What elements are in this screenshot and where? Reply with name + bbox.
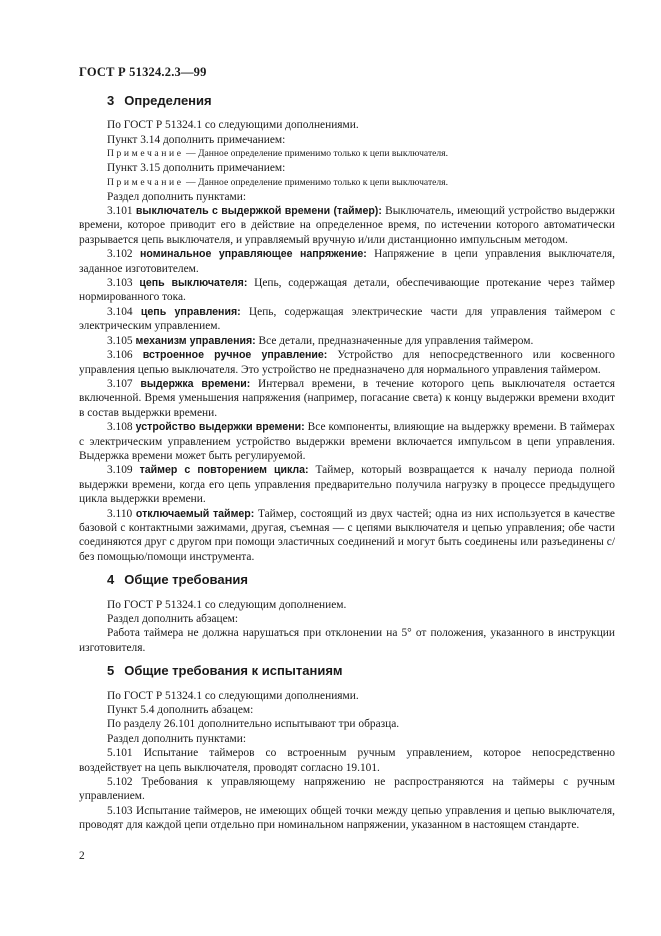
paragraph: Раздел дополнить пунктами: — [107, 732, 247, 745]
definition-text: Интервал времени, в течение которого цепь выключателя остается включенной. Время уменьшения напряжения (например, погасание света) к концу выдержки времени входит в состав выдержки времени. — [79, 377, 615, 419]
note — [79, 147, 615, 161]
section-number: 5 — [107, 663, 115, 679]
definition-item — [79, 420, 615, 463]
section-title: Общие требования — [124, 572, 248, 588]
section-number: 3 — [107, 93, 115, 108]
item-number: 3.106 — [107, 349, 133, 362]
note-label: Примечание — [107, 148, 184, 160]
definition-text: Все компоненты, влияющие на выдержку времени. В таймерах с электрическим управлением устройство выдержки времени включается импульсом в цепи управления. Выдержка времени может быть регулируемой. — [79, 421, 615, 462]
paragraph: Раздел дополнить пунктами: — [107, 190, 247, 203]
note — [79, 176, 615, 190]
definition-text: Цепь, содержащая электрические части для управления таймером с электрическим управлением. — [79, 305, 616, 333]
item-number: 3.107 — [107, 377, 133, 390]
definition-item — [79, 348, 615, 377]
definition-text: Таймер, который возвращается к началу периода полной выдержки времени, когда его цепь управления предварительно получила нагрузку в процессе предыдущего цикла выдержки времени. — [79, 464, 615, 506]
paragraph: По ГОСТ Р 51324.1 со следующими дополнениями. — [107, 119, 359, 132]
item-text: Требования к управляющему напряжению не распространяются на таймеры с ручным управлением. — [79, 776, 615, 803]
definition-term: устройство выдержки времени: — [135, 421, 305, 434]
item-number: 3.110 — [107, 507, 133, 520]
paragraph: По ГОСТ Р 51324.1 со следующим дополнением. — [107, 598, 347, 611]
paragraph: Пункт 3.14 дополнить примечанием: — [107, 133, 286, 146]
definition-text: Цепь, содержащая детали, обеспечивающие протекание через таймер нормированного тока. — [79, 277, 615, 304]
paragraph: Раздел дополнить абзацем: — [107, 613, 239, 625]
definition-term: номинальное управляющее напряжение: — [140, 248, 367, 261]
note-text: — Данное определение применимо только к цепи выключателя. — [183, 148, 448, 160]
definition-term: цепь выключателя: — [139, 277, 248, 290]
list-item — [79, 746, 615, 775]
paragraph: Пункт 3.15 дополнить примечанием: — [107, 162, 286, 175]
definition-item — [79, 305, 615, 334]
definition-text: Напряжение в цепи управления выключателя, заданное изготовителем. — [79, 248, 615, 275]
item-number: 3.109 — [107, 464, 133, 477]
definition-text: Все детали, предназначенные для управления таймером. — [255, 334, 534, 347]
item-number: 5.101 — [107, 747, 133, 760]
item-number: 5.103 — [107, 804, 133, 817]
paragraph: Работа таймера не должна нарушаться при отклонении на 5° от положения, указанного в инструкции изготовителя. — [79, 627, 615, 654]
section-number: 4 — [107, 572, 115, 588]
definition-item — [79, 276, 615, 305]
definition-item — [79, 204, 615, 247]
section-3-heading — [107, 94, 615, 108]
note-text: — Данное определение применимо только к цепи выключателя. — [183, 176, 448, 188]
document-body — [79, 94, 615, 833]
definition-term: цепь управления: — [140, 305, 241, 318]
list-item — [79, 804, 615, 833]
definition-term: таймер с повторением цикла: — [139, 464, 309, 477]
definition-term: механизм управления: — [135, 334, 256, 347]
item-text: Испытание таймеров, не имеющих общей точки между цепью управления и цепью выключателя, проводят для каждой цепи отдельно при номинальном напряжении, указанном в настоящем стандарте. — [79, 804, 615, 832]
paragraph: По ГОСТ Р 51324.1 со следующими дополнениями. — [107, 689, 359, 702]
item-number: 3.108 — [107, 421, 133, 434]
list-item — [79, 775, 615, 804]
definition-text: Устройство для непосредственного или косвенного управления цепью выключателя. Это устройство не предназначено для нормального управления таймером. — [79, 349, 615, 376]
definition-text: Выключатель, имеющий устройство выдержки времени, которое приводит его в действие на определенное время, по истечении которого автоматически разрывается цепь выключателя, и управляемый вручную и/или дистанционно импульсным методом. — [79, 205, 615, 246]
definition-item — [79, 247, 615, 276]
item-number: 3.102 — [107, 248, 133, 261]
definition-term: выключатель с выдержкой времени (таймер): — [135, 205, 382, 218]
item-number: 3.103 — [107, 277, 133, 290]
definition-item — [79, 334, 615, 348]
section-4-heading — [107, 573, 615, 587]
definition-term: отключаемый таймер: — [135, 507, 255, 520]
item-text: Испытание таймеров со встроенным ручным управлением, которое непосредственно воздействует на цепь выключателя, проводят согласно 19.101. — [79, 747, 615, 774]
item-number: 5.102 — [107, 776, 133, 789]
section-title: Определения — [124, 93, 212, 108]
document-header: ГОСТ Р 51324.2.3—99 — [79, 65, 207, 79]
definition-item — [79, 507, 615, 565]
paragraph: По разделу 26.101 дополнительно испытывают три образца. — [107, 718, 400, 731]
note-label: Примечание — [107, 176, 184, 188]
page-number: 2 — [79, 850, 85, 862]
item-number: 3.101 — [107, 205, 133, 218]
section-5-heading — [107, 664, 615, 678]
definition-item — [79, 463, 615, 506]
definition-text: Таймер, состоящий из двух частей; одна из них используется в качестве базовой с контактными зажимами, другая, съемная — с цепями выключателя и цепью управления; обе части соединяются друг с другом при помощи эластичных соединений и могут быть соединены или разъединены с/без помощью/помощи инструмента. — [79, 507, 615, 563]
item-number: 3.104 — [107, 305, 133, 318]
item-number: 3.105 — [107, 334, 133, 347]
section-title: Общие требования к испытаниям — [124, 663, 343, 679]
paragraph: Пункт 5.4 дополнить абзацем: — [107, 704, 254, 717]
definition-term: выдержка времени: — [140, 377, 251, 390]
definition-item — [79, 377, 615, 420]
definition-term: встроенное ручное управление: — [142, 349, 328, 362]
